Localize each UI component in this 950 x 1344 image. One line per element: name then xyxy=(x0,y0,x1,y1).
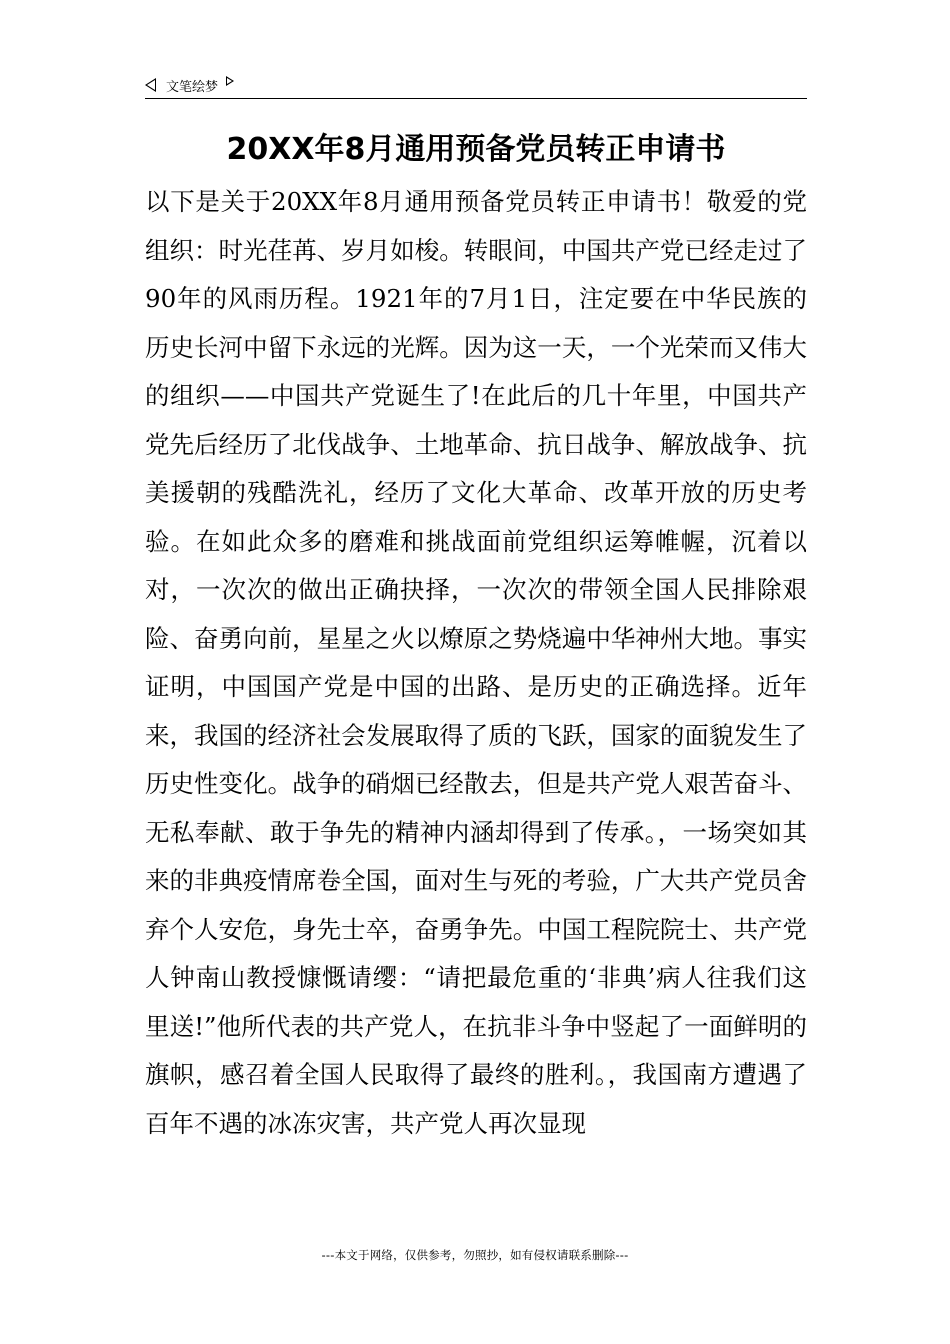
triangle-left-icon xyxy=(145,78,156,92)
page-header xyxy=(145,72,807,99)
document-body: 以下是关于20XX年8月通用预备党员转正申请书！敬爱的党组织：时光荏苒、岁月如梭。转眼间，中国共产党已经走过了90年的风雨历程。1921年的7月1日，注定要在中华民族的历史长河中留下永远的光辉。因为这一天，一个光荣而又伟大的组织——中国共产党诞生了!在此后的几十年里，中国共产党先后经历了北伐战争、土地革命、抗日战争、解放战争、抗美援朝的残酷洗礼，经历了文化大革命、改革开放的历史考验。在如此众多的磨难和挑战面前党组织运筹帷幄，沉着以对，一次次的做出正确抉择，一次次的带领全国人民排除艰险、奋勇向前，星星之火以燎原之势烧遍中华神州大地。事实证明，中国国产党是中国的出路、是历史的正确选择。近年来，我国的经济社会发展取得了质的飞跃，国家的面貌发生了历史性变化。战争的硝烟已经散去，但是共产党人艰苦奋斗、无私奉献、敢于争先的精神内涵却得到了传承。，一场突如其来的非典疫情席卷全国，面对生与死的考验，广大共产党员舍弃个人安危，身先士卒，奋勇争先。中国工程院院士、共产党人钟南山教授慷慨请缨：“请把最危重的‘非典’病人往我们这里送!”他所代表的共产党人，在抗非斗争中竖起了一面鲜明的旗帜，感召着全国人民取得了最终的胜利。，我国南方遭遇了百年不遇的冰冻灾害，共产党人再次显现 xyxy=(145,187,807,1138)
document-title: 20XX年8月通用预备党员转正申请书 xyxy=(226,132,726,167)
brand-label: 文笔绘梦 xyxy=(166,79,219,95)
footer-notice: ---本文于网络，仅供参考，勿照抄，如有侵权请联系删除--- xyxy=(321,1248,629,1262)
triangle-right-icon xyxy=(226,76,234,86)
